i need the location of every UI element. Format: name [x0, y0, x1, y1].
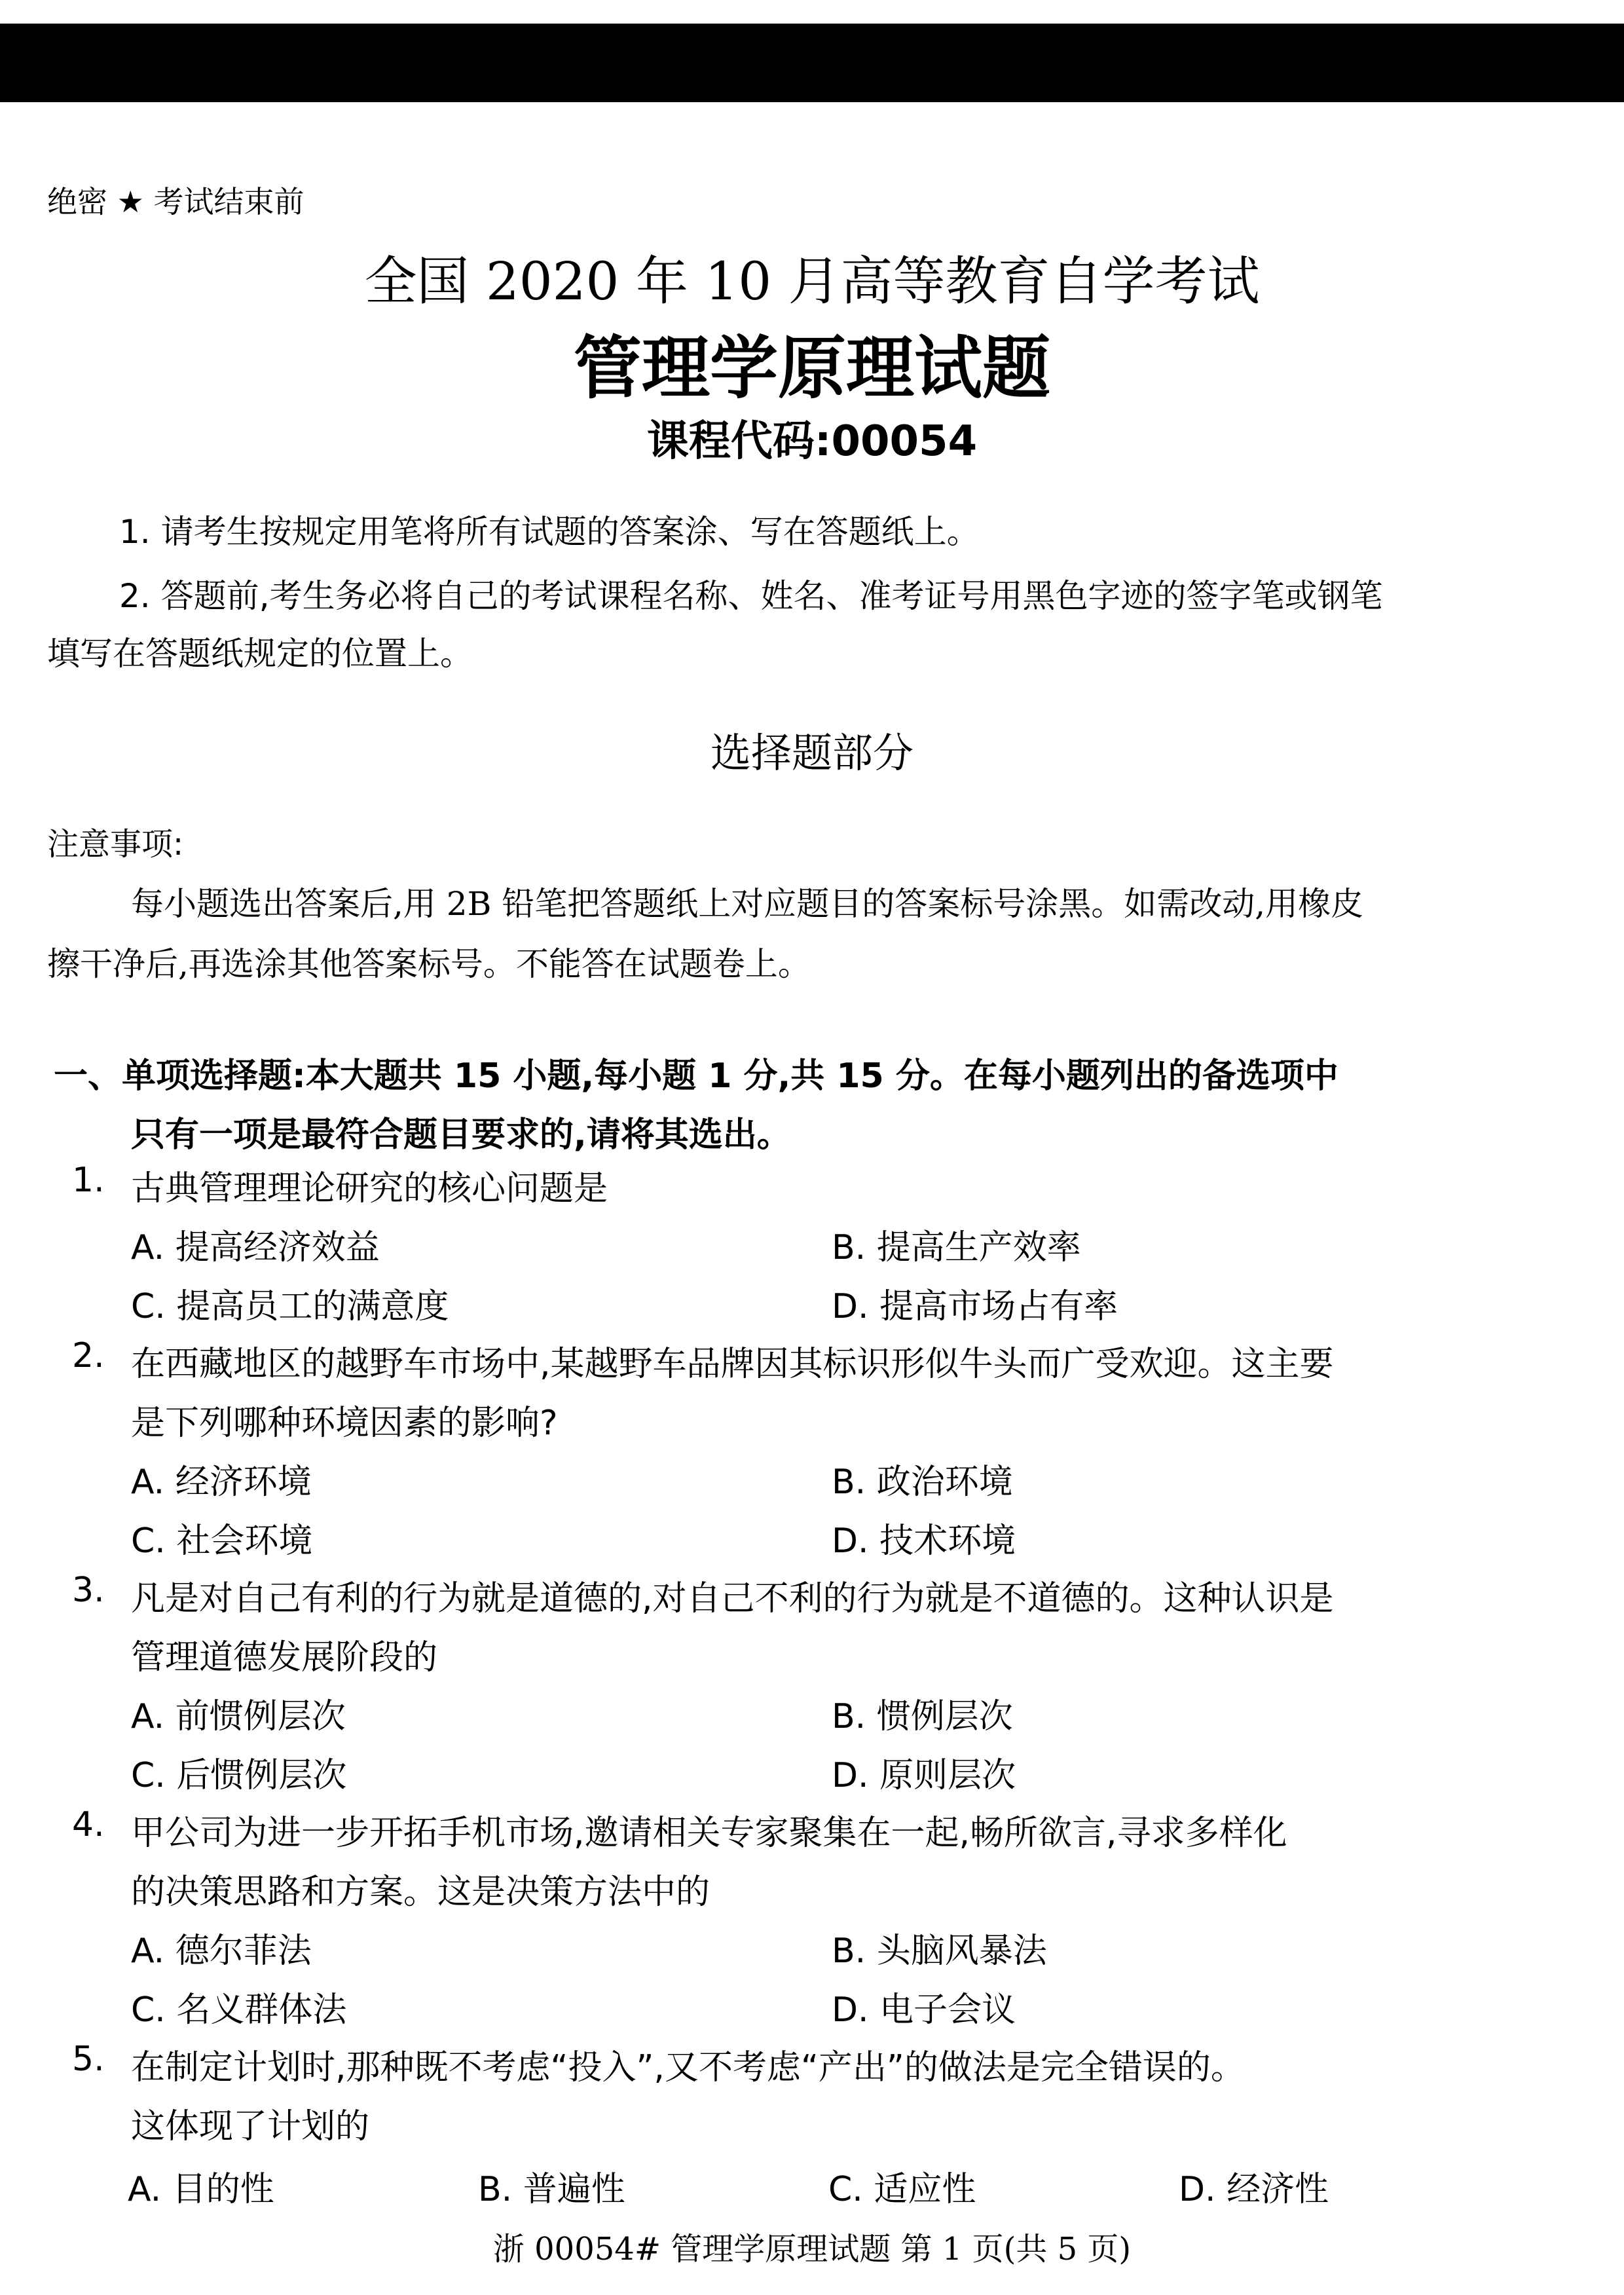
- page-footer: 浙 00054# 管理学原理试题 第 1 页(共 5 页): [492, 2231, 1132, 2267]
- q3-option-a[interactable]: A. 前惯例层次: [131, 1697, 346, 1736]
- confidential-label: 绝密 ★ 考试结束前: [47, 184, 304, 219]
- question-4-text: 甲公司为进一步开拓手机市场,邀请相关专家聚集在一起,畅所欲言,寻求多样化: [131, 1814, 1287, 1853]
- question-2-number: 2.: [72, 1336, 105, 1375]
- instruction-2: 2. 答题前,考生务必将自己的考试课程名称、姓名、准考证号用黑色字迹的签字笔或钢笔: [119, 577, 1383, 615]
- question-1-text: 古典管理理论研究的核心问题是: [131, 1169, 608, 1208]
- instruction-1: 1. 请考生按规定用笔将所有试题的答案涂、写在答题纸上。: [119, 513, 980, 551]
- exam-title: 全国 2020 年 10 月高等教育自学考试: [364, 251, 1260, 312]
- question-2-text-cont: 是下列哪种环境因素的影响?: [131, 1404, 558, 1443]
- q3-option-d[interactable]: D. 原则层次: [832, 1756, 1016, 1795]
- notes-label: 注意事项:: [47, 826, 184, 863]
- question-3-text-cont: 管理道德发展阶段的: [131, 1638, 438, 1677]
- question-4-text-cont: 的决策思路和方案。这是决策方法中的: [131, 1873, 710, 1912]
- notes-line-1: 每小题选出答案后,用 2B 铅笔把答题纸上对应题目的答案标号涂黑。如需改动,用橡皮: [131, 885, 1364, 923]
- question-5-number: 5.: [72, 2040, 105, 2079]
- question-2-text: 在西藏地区的越野车市场中,某越野车品牌因其标识形似牛头而广受欢迎。这主要: [131, 1345, 1334, 1384]
- q1-option-b[interactable]: B. 提高生产效率: [832, 1228, 1081, 1267]
- q1-option-d[interactable]: D. 提高市场占有率: [832, 1287, 1118, 1326]
- question-1-number: 1.: [72, 1161, 105, 1200]
- q5-option-b[interactable]: B. 普遍性: [478, 2170, 625, 2209]
- question-3-number: 3.: [72, 1571, 105, 1610]
- question-5-text-cont: 这体现了计划的: [131, 2107, 370, 2146]
- instruction-2-cont: 填写在答题纸规定的位置上。: [47, 635, 473, 673]
- q4-option-c[interactable]: C. 名义群体法: [131, 1990, 347, 2030]
- q3-option-b[interactable]: B. 惯例层次: [832, 1697, 1013, 1736]
- q1-option-c[interactable]: C. 提高员工的满意度: [131, 1287, 449, 1326]
- q5-option-a[interactable]: A. 目的性: [128, 2170, 274, 2209]
- q4-option-b[interactable]: B. 头脑风暴法: [832, 1931, 1047, 1971]
- q5-option-d[interactable]: D. 经济性: [1179, 2170, 1329, 2209]
- question-4-number: 4.: [72, 1805, 105, 1844]
- q2-option-b[interactable]: B. 政治环境: [832, 1463, 1013, 1502]
- course-code: 课程代码:00054: [646, 417, 978, 466]
- q4-option-d[interactable]: D. 电子会议: [832, 1990, 1016, 2030]
- q2-option-c[interactable]: C. 社会环境: [131, 1521, 313, 1561]
- question-5-text: 在制定计划时,那种既不考虑“投入”,又不考虑“产出”的做法是完全错误的。: [131, 2048, 1245, 2087]
- question-3-text: 凡是对自己有利的行为就是道德的,对自己不利的行为就是不道德的。这种认识是: [131, 1579, 1334, 1618]
- scan-black-bar: [0, 24, 1624, 102]
- q3-option-c[interactable]: C. 后惯例层次: [131, 1756, 347, 1795]
- q1-option-a[interactable]: A. 提高经济效益: [131, 1228, 380, 1267]
- section-title: 选择题部分: [710, 729, 913, 777]
- q2-option-a[interactable]: A. 经济环境: [131, 1463, 312, 1502]
- part-one-heading: 一、单项选择题:本大题共 15 小题,每小题 1 分,共 15 分。在每小题列出的备选项中: [54, 1056, 1338, 1096]
- q4-option-a[interactable]: A. 德尔菲法: [131, 1931, 312, 1971]
- q5-option-c[interactable]: C. 适应性: [828, 2170, 976, 2209]
- notes-line-2: 擦干净后,再选涂其他答案标号。不能答在试题卷上。: [47, 945, 811, 983]
- q2-option-d[interactable]: D. 技术环境: [832, 1521, 1016, 1561]
- part-one-heading-cont: 只有一项是最符合题目要求的,请将其选出。: [131, 1115, 791, 1155]
- subject-title: 管理学原理试题: [573, 328, 1050, 408]
